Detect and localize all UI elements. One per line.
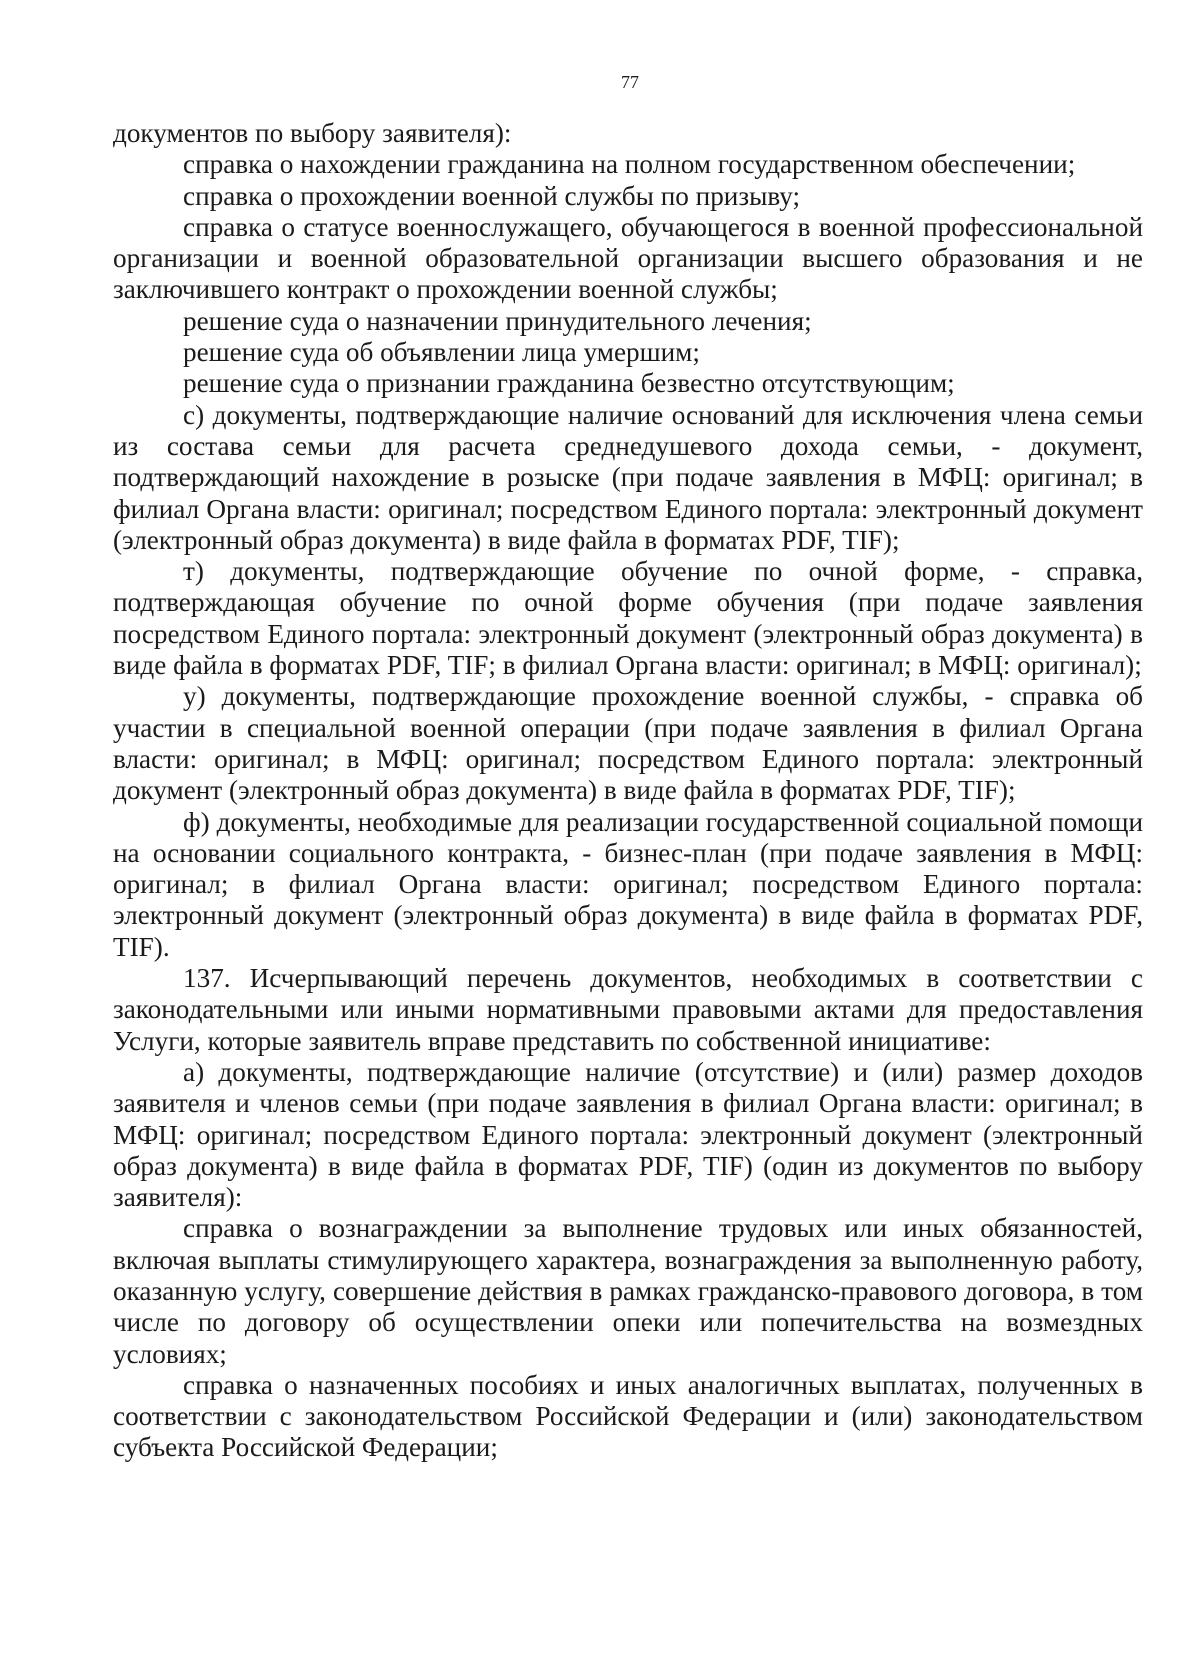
paragraph: справка о вознаграждении за выполнение трудовых или иных обязанностей, включая выплаты стимулирующего характера, вознаграждения за выполненную работу, оказанную услугу, совершение действия в рамках гражданско-правового договора, в том числе по договору об осуществлении опеки или попечительства на возмездных условиях; — [113, 1213, 1143, 1369]
paragraph: решение суда о назначении принудительного лечения; — [183, 305, 812, 336]
paragraph: справка о нахождении гражданина на полном государственном обеспечении; — [183, 149, 1076, 180]
paragraph: у) документы, подтверждающие прохождение военной службы, - справка об участии в специальной военной операции (при подаче заявления в филиал Органа власти: оригинал; в МФЦ: оригинал; посредством Единого портала: электронный документ (электронный образ документа) в виде файла в форматах PDF, TIF); — [113, 681, 1143, 806]
page-number: 77 — [621, 72, 639, 92]
paragraph: решение суда о признании гражданина безвестно отсутствующим; — [183, 368, 955, 399]
paragraph: справка о статусе военнослужащего, обучающегося в военной профессиональной организации и военной образовательной организации высшего образования и не заключившего контракт о прохождении военной службы; — [113, 211, 1143, 305]
document-body — [113, 118, 1143, 1464]
paragraph: т) документы, подтверждающие обучение по очной форме, - справка, подтверждающая обучение по очной форме обучения (при подаче заявления посредством Единого портала: электронный документ (электронный образ документа) в виде файла в форматах PDF, TIF; в филиал Органа власти: оригинал; в МФЦ: оригинал); — [113, 556, 1143, 681]
paragraph: справка о назначенных пособиях и иных аналогичных выплатах, полученных в соответствии с законодательством Российской Федерации и (или) законодательством субъекта Российской Федерации; — [113, 1369, 1143, 1463]
paragraph: документов по выбору заявителя): — [113, 118, 512, 148]
paragraph: ф) документы, необходимые для реализации государственной социальной помощи на основании социального контракта, - бизнес-план (при подаче заявления в МФЦ: оригинал; в филиал Органа власти: оригинал; посредством Единого портала: электронный документ (электронный образ документа) в виде файла в форматах PDF, TIF). — [113, 806, 1143, 962]
paragraph: с) документы, подтверждающие наличие оснований для исключения члена семьи из состава семьи для расчета среднедушевого дохода семьи, - документ, подтверждающий нахождение в розыске (при подаче заявления в МФЦ: оригинал; в филиал Органа власти: оригинал; посредством Единого портала: электронный документ (электронный образ документа) в виде файла в форматах PDF, TIF); — [113, 399, 1143, 555]
paragraph: решение суда об объявлении лица умершим; — [183, 337, 700, 368]
paragraph: справка о прохождении военной службы по призыву; — [183, 180, 801, 211]
paragraph: а) документы, подтверждающие наличие (отсутствие) и (или) размер доходов заявителя и членов семьи (при подаче заявления в филиал Органа власти: оригинал; в МФЦ: оригинал; посредством Единого портала: электронный документ (электронный образ документа) в виде файла в форматах PDF, TIF) (один из документов по выбору заявителя): — [113, 1056, 1143, 1213]
paragraph: 137. Исчерпывающий перечень документов, необходимых в соответствии с законодательными или иными нормативными правовыми актами для предоставления Услуги, которые заявитель вправе представить по собственной инициативе: — [113, 963, 1143, 1056]
